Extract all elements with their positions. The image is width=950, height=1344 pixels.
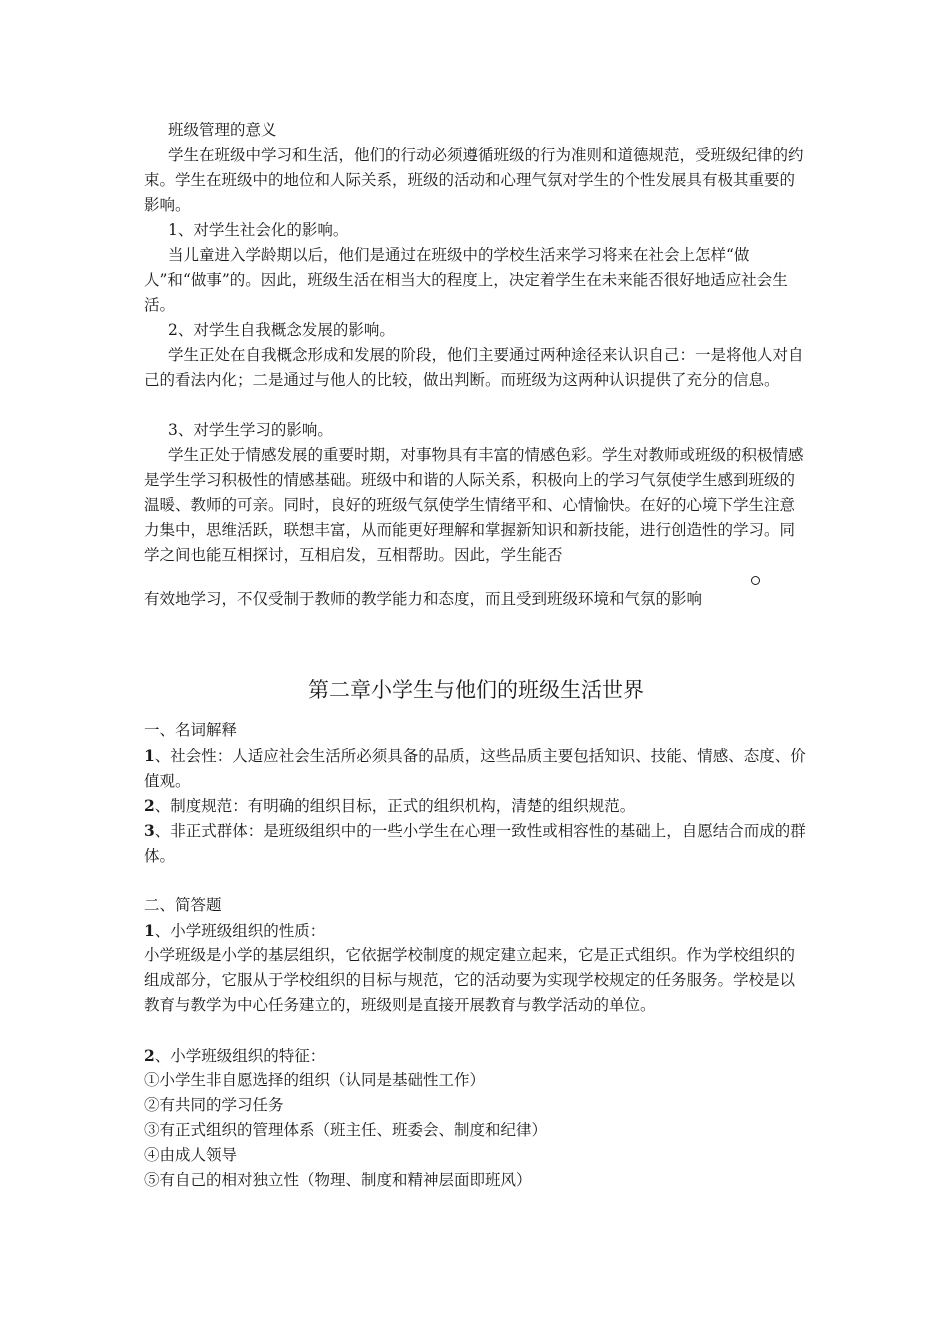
period-mark <box>751 576 760 585</box>
term-text: 、制度规范：有明确的组织目标，正式的组织机构，清楚的组织规范。 <box>154 797 636 815</box>
feature-item: ③有正式组织的管理体系（班主任、班委会、制度和纪律） <box>144 1121 548 1139</box>
question1-label: 、小学班级组织的性质： <box>154 922 326 940</box>
term-text: 、非正式群体：是班级组织中的一些小学生在心理一致性或相容性的基础上，自愿结合而成的群体。 <box>144 822 806 865</box>
question2-number: 2 <box>144 1046 155 1065</box>
term-number: 3 <box>144 821 155 840</box>
feature-item: ②有共同的学习任务 <box>144 1096 284 1114</box>
point3-paragraph-tail: 有效地学习，不仅受制于教师的教学能力和态度，而且受到班级环境和气氛的影响 <box>144 590 703 608</box>
question2-title <box>144 1043 808 1069</box>
part1-heading: 一、名词解释 <box>144 721 238 739</box>
point3-paragraph: 学生正处于情感发展的重要时期，对事物具有丰富的情感色彩。学生对教师或班级的积极情感是学生学习积极性的情感基础。班级中和谐的人际关系，积极向上的学习气氛使学生感到班级的温暖、教师的可亲。同时，良好的班级气氛使学生情绪平和、心情愉快。在好的心境下学生注意力集中，思维活跃，联想丰富，从而能更好理解和掌握新知识和新技能，进行创造性的学习。同学之间也能互相探讨，互相启发，互相帮助。因此，学生能否 <box>144 446 804 564</box>
chapter-title: 第二章小学生与他们的班级生活世界 <box>308 678 644 702</box>
term-text: 、社会性：人适应社会生活所必须具备的品质，这些品质主要包括知识、技能、情感、态度、价值观。 <box>144 747 806 790</box>
point2-paragraph: 学生正处在自我概念形成和发展的阶段，他们主要通过两种途径来认识自己：一是将他人对自己的看法内化；二是通过与他人的比较，做出判断。而班级为这两种认识提供了充分的信息。 <box>144 346 804 389</box>
feature-item: ⑤有自己的相对独立性（物理、制度和精神层面即班风） <box>144 1171 532 1189</box>
question1-answer: 小学班级是小学的基层组织，它依据学校制度的规定建立起来，它是正式组织。作为学校组织的组成部分，它服从于学校组织的目标与规范，它的活动要为实现学校规定的任务服务。学校是以教育与教学为中心任务建立的，班级则是直接开展教育与教学活动的单位。 <box>144 946 796 1014</box>
term-number: 2 <box>144 796 155 815</box>
point1-title: 1、对学生社会化的影响。 <box>168 221 349 239</box>
point3-title: 3、对学生学习的影响。 <box>168 421 333 439</box>
question1-number: 1 <box>144 921 155 940</box>
term-item <box>144 743 808 794</box>
part2-heading: 二、简答题 <box>144 896 222 914</box>
question1-title <box>144 918 808 944</box>
term-number: 1 <box>144 746 155 765</box>
point2-title: 2、对学生自我概念发展的影响。 <box>168 321 395 339</box>
term-item <box>144 818 808 869</box>
section-heading: 班级管理的意义 <box>168 121 277 139</box>
feature-item: ④由成人领导 <box>144 1146 238 1164</box>
intro-paragraph: 学生在班级中学习和生活，他们的行动必须遵循班级的行为准则和道德规范，受班级纪律的约束。学生在班级中的地位和人际关系，班级的活动和心理气氛对学生的个性发展具有极其重要的影响。 <box>144 146 804 214</box>
question2-label: 、小学班级组织的特征： <box>154 1047 326 1065</box>
point1-paragraph: 当儿童进入学龄期以后，他们是通过在班级中的学校生活来学习将来在社会上怎样“做人”和“做事”的。因此，班级生活在相当大的程度上，决定着学生在未来能否很好地适应社会生活。 <box>144 246 788 314</box>
term-item <box>144 793 808 819</box>
feature-item: ①小学生非自愿选择的组织（认同是基础性工作） <box>144 1071 486 1089</box>
